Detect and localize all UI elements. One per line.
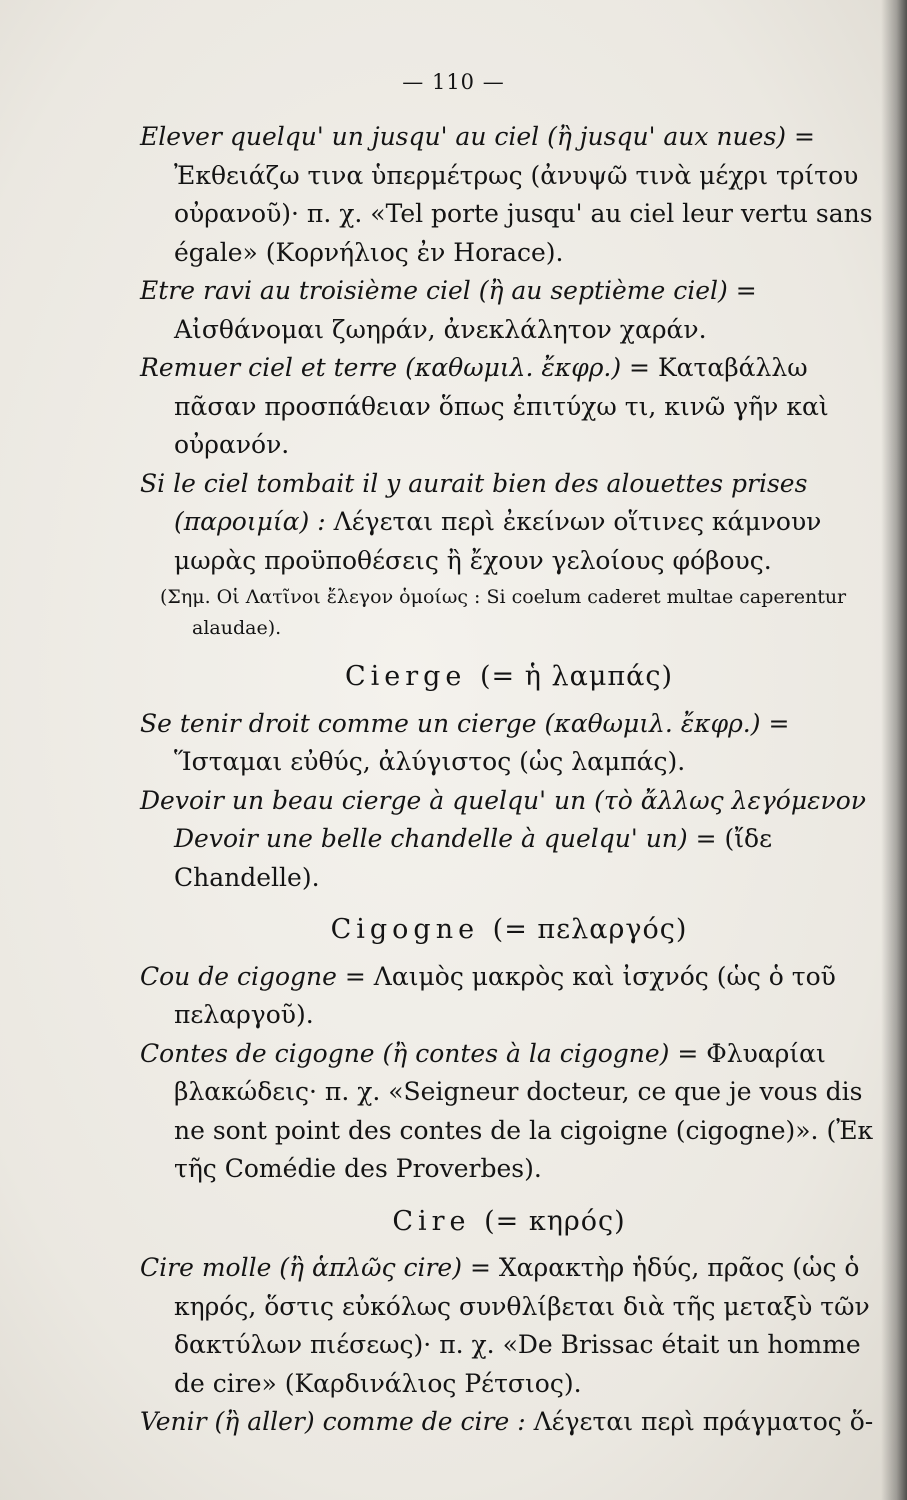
entry-phrase: Remuer ciel et terre (καθωμιλ. ἔκφρ.) <box>140 353 622 382</box>
entry-si-le-ciel <box>140 465 878 581</box>
entry-definition: = Καταβάλλω πᾶσαν προσπάθειαν ὅπως ἐπιτύχω τι, κινῶ γῆν καὶ οὐρανόν. <box>174 353 829 459</box>
heading-word: Cigogne <box>330 914 480 945</box>
heading-greek: (= κηρός) <box>484 1205 626 1237</box>
entry-phrase: Se tenir droit comme un cierge (καθωμιλ. ἔκφρ.) <box>140 708 761 738</box>
entry-definition: = Ἵσταμαι εὐθύς, ἀλύγιστος (ὡς λαμπάς). <box>174 708 790 776</box>
heading-cigogne <box>140 911 878 950</box>
entry-definition: = Ἐκθειάζω τινα ὑπερμέτρως (ἀνυψῶ τινὰ μέχρι τρίτου οὐρανοῦ)· π. χ. «Tel porte jusqu' au ciel leur vertu sans égale» (Κορνήλιος ἐν Horace). <box>174 122 873 267</box>
entry-venir-comme-de-cire <box>140 1403 878 1442</box>
binding-shadow <box>881 0 907 1500</box>
entry-phrase: Cire molle (ἢ ἁπλῶς cire) <box>140 1253 462 1282</box>
entry-phrase: Si le ciel tombait il y aurait bien des alouettes prises (παροιμία) : <box>140 468 808 536</box>
latin-note: (Σημ. Οἱ Λατῖνοι ἔλεγον ὁμοίως : Si coelum caderet multae caperentur alaudae). <box>160 586 847 639</box>
page-number: — 110 — <box>402 70 505 94</box>
entry-elever-au-ciel <box>140 118 878 272</box>
entry-etre-ravi <box>140 272 878 349</box>
entry-definition: = Χαρακτὴρ ἡδύς, πρᾶος (ὡς ὁ κηρός, ὅστις εὐκόλως συνθλίβεται διὰ τῆς μεταξὺ τῶν δακτύλων πιέσεως)· π. χ. «De Brissac était un homme de cire» (Καρδινάλιος Ρέτσιος). <box>174 1253 870 1398</box>
entry-se-tenir-droit <box>140 705 878 782</box>
heading-greek: (= ἡ λαμπάς) <box>480 661 674 692</box>
entry-cire-molle <box>140 1249 878 1403</box>
entry-remuer-ciel <box>140 349 878 465</box>
entry-definition: Λέγεται περὶ ἐκείνων οἵτινες κάμνουν μωρὰς προϋποθέσεις ἢ ἔχουν γελοίους φόβους. <box>174 507 822 575</box>
entry-phrase: Elever quelqu' un jusqu' au ciel (ἢ jusqu' aux nues) <box>140 122 787 151</box>
heading-word: Cierge <box>344 661 467 692</box>
entry-definition: = Φλυαρίαι βλακώδεις· π. χ. «Seigneur docteur, ce que je vous dis ne sont point des contes de la cigoigne (cigogne)». (Ἐκ τῆς Comédie des Proverbes). <box>174 1038 874 1183</box>
heading-greek: (= πελαργός) <box>492 914 688 945</box>
entry-cou-de-cigogne <box>140 958 878 1035</box>
entry-phrase: Devoir un beau cierge à quelqu' un (τὸ ἄλλως λεγόμενον Devoir une belle chandelle à quelqu' un) <box>140 785 866 853</box>
entry-contes-de-cigogne <box>140 1035 878 1189</box>
entry-definition: Λέγεται περὶ πράγματος ὅ- <box>533 1407 874 1436</box>
entry-definition: = Λαιμὸς μακρὸς καὶ ἰσχνός (ὡς ὁ τοῦ πελαργοῦ). <box>174 961 836 1029</box>
heading-cierge <box>140 658 878 697</box>
heading-word: Cire <box>392 1205 471 1237</box>
entry-phrase: Etre ravi au troisième ciel (ἢ au septième ciel) <box>140 276 728 305</box>
entry-phrase: Contes de cigogne (ἢ contes à la cigogne) <box>140 1038 670 1068</box>
entry-definition: = Αἰσθάνομαι ζωηράν, ἀνεκλάλητον χαράν. <box>174 276 757 344</box>
entry-phrase: Venir (ἢ aller) comme de cire : <box>140 1407 526 1436</box>
page-body <box>140 118 878 1442</box>
entry-definition: = (ἴδε Chandelle). <box>174 824 773 892</box>
heading-cire <box>140 1203 878 1242</box>
entry-devoir-un-beau-cierge <box>140 782 878 898</box>
entry-phrase: Cou de cigogne <box>140 961 337 991</box>
